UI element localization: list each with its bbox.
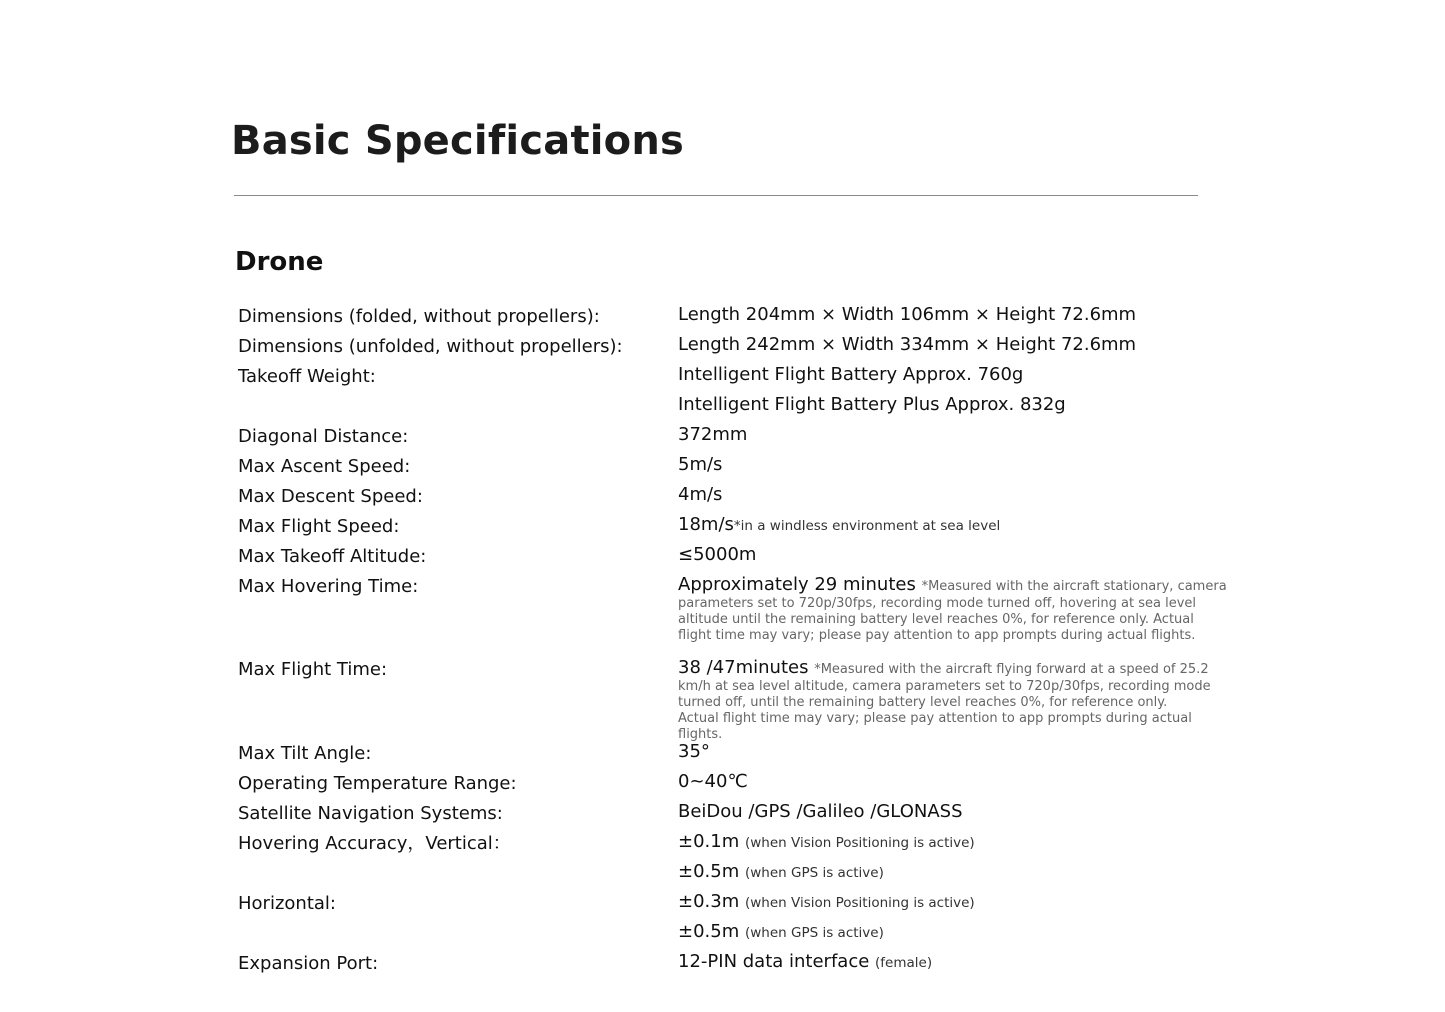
spec-label-max-tilt-angle: Max Tilt Angle:: [238, 743, 372, 764]
spec-note-continued: km/h at sea level altitude, camera parameters set to 720p/30fps, recording mode turned off, until the remaining battery level reaches 0%, for reference only. Actual flight time may vary; please pay attention to app prompts during actual flights.: [678, 679, 1211, 742]
spec-note: *in a windless environment at sea level: [733, 518, 1001, 534]
spec-value-text: 38 /47minutes: [678, 657, 809, 678]
spec-label-max-ascent-speed: Max Ascent Speed:: [238, 456, 411, 477]
spec-label-diagonal-distance: Diagonal Distance:: [238, 426, 409, 447]
spec-note: (female): [875, 955, 933, 971]
spec-label-takeoff-weight: Takeoff Weight:: [238, 366, 376, 387]
spec-label-max-hovering-time: Max Hovering Time:: [238, 576, 419, 597]
spec-label-expansion-port: Expansion Port:: [238, 953, 379, 974]
spec-label-satellite-navigation: Satellite Navigation Systems:: [238, 803, 503, 824]
spec-note: (when Vision Positioning is active): [744, 895, 975, 911]
spec-value-horizontal-gps: [678, 921, 1218, 944]
spec-value-max-flight-speed: [678, 514, 1218, 537]
spec-value-max-flight-time: [678, 657, 1218, 743]
spec-label-hovering-accuracy-horizontal: Horizontal:: [238, 893, 336, 914]
section-title-drone: Drone: [235, 247, 324, 277]
spec-note: (when GPS is active): [744, 925, 884, 941]
spec-value-text: Length 204mm × Width 106mm × Height 72.6mm: [678, 304, 1137, 325]
spec-value-text: ±0.5m: [678, 921, 740, 942]
spec-value-text: Approximately 29 minutes: [678, 574, 916, 595]
spec-label-max-flight-time: Max Flight Time:: [238, 659, 388, 680]
spec-label-max-descent-speed: Max Descent Speed:: [238, 486, 423, 507]
spec-value-max-tilt-angle: [678, 741, 1218, 763]
spec-value-text: ≤5000m: [678, 544, 757, 565]
spec-label-dimensions-folded: Dimensions (folded, without propellers):: [238, 306, 600, 327]
spec-value-operating-temperature: [678, 771, 1218, 793]
spec-value-vertical-gps: [678, 861, 1218, 884]
spec-value-text: 0~40℃: [678, 771, 748, 792]
spec-value-text: Length 242mm × Width 334mm × Height 72.6mm: [678, 334, 1137, 355]
spec-value-text: BeiDou /GPS /Galileo /GLONASS: [678, 801, 963, 822]
spec-value-text: Intelligent Flight Battery Approx. 760g: [678, 364, 1024, 385]
spec-note: (when GPS is active): [744, 865, 884, 881]
spec-value-text: 12-PIN data interface: [678, 951, 870, 972]
spec-value-horizontal-vision: [678, 891, 1218, 914]
spec-value-text: 4m/s: [678, 484, 723, 505]
spec-value-text: ±0.3m: [678, 891, 740, 912]
title-divider: [234, 195, 1198, 196]
spec-note: (when Vision Positioning is active): [744, 835, 975, 851]
spec-label-hovering-accuracy-vertical: Hovering Accuracy，Vertical：: [238, 833, 511, 854]
spec-value-dimensions-unfolded: [678, 334, 1218, 356]
page-title: Basic Specifications: [231, 118, 685, 164]
spec-label-operating-temperature: Operating Temperature Range:: [238, 773, 517, 794]
spec-note: *Measured with the aircraft stationary, camera: [921, 579, 1227, 594]
spec-note-continued: parameters set to 720p/30fps, recording mode turned off, hovering at sea level altitude until the remaining battery level reaches 0%, for reference only. Actual flight time may vary; please pay attention to app prompts during actual flights.: [678, 596, 1197, 643]
spec-value-expansion-port: [678, 951, 1218, 974]
spec-value-max-takeoff-altitude: [678, 544, 1218, 566]
spec-value-max-ascent-speed: [678, 454, 1218, 476]
spec-value-text: Intelligent Flight Battery Plus Approx. 832g: [678, 394, 1066, 415]
spec-value-text: 18m/s: [678, 514, 734, 535]
spec-value-takeoff-weight-plus: [678, 394, 1218, 416]
spec-value-text: 5m/s: [678, 454, 723, 475]
spec-value-text: ±0.1m: [678, 831, 740, 852]
spec-value-satellite-navigation: [678, 801, 1218, 823]
spec-value-text: 35°: [678, 741, 710, 762]
spec-value-takeoff-weight-standard: [678, 364, 1218, 386]
spec-value-text: ±0.5m: [678, 861, 740, 882]
spec-label-max-takeoff-altitude: Max Takeoff Altitude:: [238, 546, 427, 567]
spec-value-max-descent-speed: [678, 484, 1218, 506]
spec-value-text: 372mm: [678, 424, 748, 445]
spec-value-dimensions-folded: [678, 304, 1218, 326]
spec-label-max-flight-speed: Max Flight Speed:: [238, 516, 400, 537]
spec-label-dimensions-unfolded: Dimensions (unfolded, without propellers):: [238, 336, 623, 357]
spec-value-max-hovering-time: [678, 574, 1227, 644]
spec-value-vertical-vision: [678, 831, 1218, 854]
spec-value-diagonal-distance: [678, 424, 1218, 446]
spec-note: *Measured with the aircraft flying forward at a speed of 25.2: [814, 662, 1209, 677]
